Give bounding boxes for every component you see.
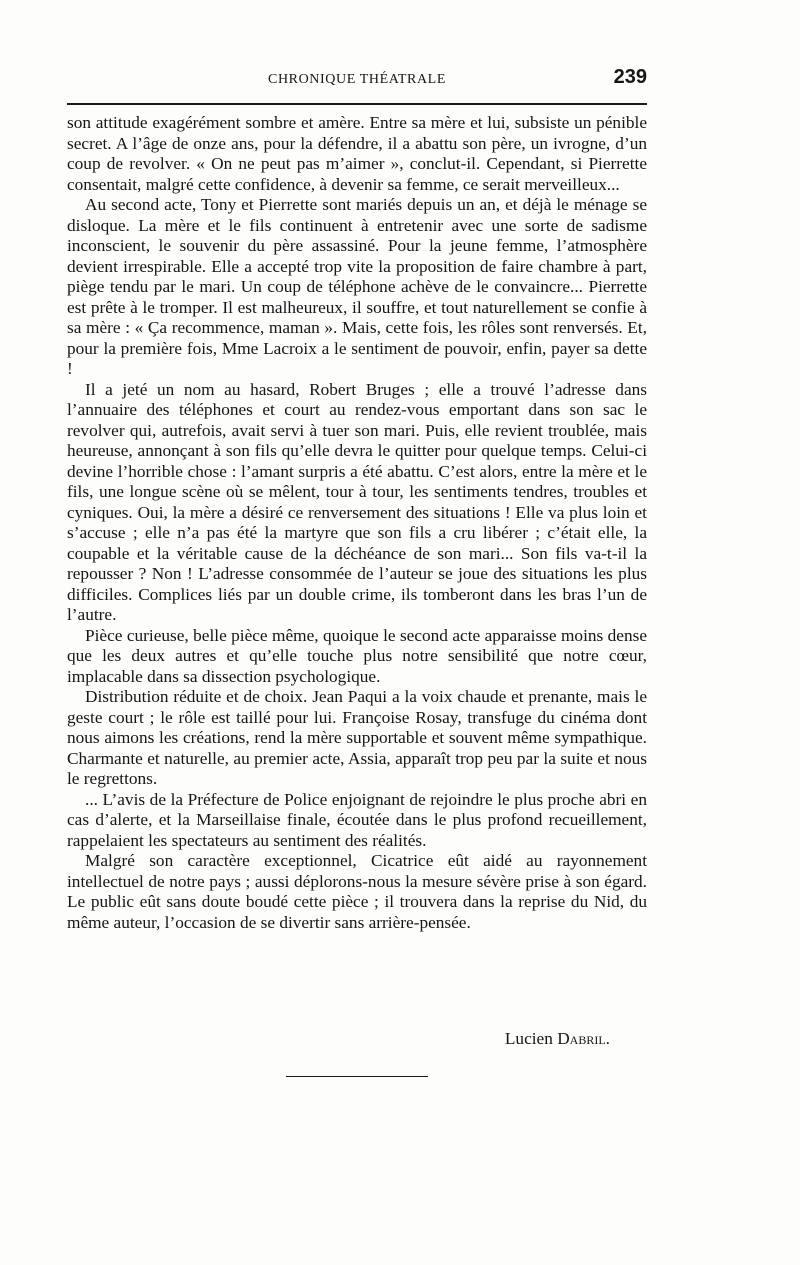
author-surname: Dabril.	[557, 1029, 610, 1048]
paragraph-7: Malgré son caractère exceptionnel, Cicatrice eût aidé au rayonnement intellectuel de notre pays ; aussi déplorons-nous la mesure sévère prise à son égard. Le public eût sans doute boudé cette pièce ; il trouvera dans la reprise du Nid, du même auteur, l’occasion de se divertir sans arrière-pensée.	[67, 851, 647, 932]
author-signature	[67, 1029, 610, 1050]
end-rule	[286, 1076, 428, 1077]
paragraph-6: ... L’avis de la Préfecture de Police enjoignant de rejoindre le plus proche abri en cas d’alerte, et la Marseillaise finale, écoutée dans le plus profond recueillement, rappelaient les spectateurs au sentiment des réalités.	[67, 789, 647, 850]
header-rule	[67, 103, 647, 105]
running-title: CHRONIQUE THÉATRALE	[268, 72, 446, 87]
page-number: 239	[613, 66, 647, 88]
running-head	[67, 66, 647, 96]
paragraph-4: Pièce curieuse, belle pièce même, quoique le second acte apparaisse moins dense que les deux autres et qu’elle touche plus notre sensibilité que notre cœur, implacable dans sa dissection psychologique.	[67, 625, 647, 686]
paragraph-3: Il a jeté un nom au hasard, Robert Bruges ; elle a trouvé l’adresse dans l’annuaire des téléphones et court au rendez-vous emportant dans son sac le revolver qui, autrefois, avait servi à tuer son mari. Puis, elle revient troublée, mais heureuse, annonçant à son fils qu’elle devra le quitter pour quelque temps. Celui-ci devine l’horrible chose : l’amant surpris a été abattu. C’est alors, entre la mère et le fils, une longue scène où se mêlent, tour à tour, les sentiments tendres, troubles et cyniques. Oui, la mère a désiré ce renversement des situations ! Elle va plus loin et s’accuse ; elle n’a pas été la martyre que son fils a cru libérer ; c’était elle, la coupable et la véritable cause de la déchéance de son mari... Son fils va-t-il la repousser ? Non ! L’adresse consommée de l’auteur se joue des situations les plus difficiles. Complices liés par un double crime, ils tomberont dans les bras l’un de l’autre.	[67, 379, 647, 624]
paragraph-2: Au second acte, Tony et Pierrette sont mariés depuis un an, et déjà le ménage se disloque. La mère et le fils continuent à entretenir avec une sorte de sadisme inconscient, le souvenir du père assassiné. Pour la jeune femme, l’atmosphère devient irrespirable. Elle a accepté trop vite la proposition de faire chambre à part, piège tendu par le mari. Un coup de téléphone achève de le convaincre... Pierrette est prête à le tromper. Il est malheureux, il souffre, et tout naturellement se confie à sa mère : « Ça recommence, maman ». Mais, cette fois, les rôles sont renversés. Et, pour la première fois, Mme Lacroix a le sentiment de pouvoir, enfin, payer sa dette !	[67, 195, 647, 378]
article-body	[67, 113, 647, 933]
author-first-name: Lucien	[504, 1029, 553, 1048]
paragraph-1: son attitude exagérément sombre et amère. Entre sa mère et lui, subsiste un pénible secret. A l’âge de onze ans, pour la défendre, il a abattu son père, un ivrogne, d’un coup de revolver. « On ne peut pas m’aimer », conclut-il. Cependant, si Pierrette consentait, malgré cette confidence, à devenir sa femme, ce serait merveilleux...	[67, 113, 647, 194]
paragraph-5: Distribution réduite et de choix. Jean Paqui a la voix chaude et prenante, mais le geste court ; le rôle est taillé pour lui. Françoise Rosay, transfuge du cinéma dont nous aimons les créations, rend la mère supportable et souvent même sympathique. Charmante et naturelle, au premier acte, Assia, apparaît trop peu par la suite et nous le regrettons.	[67, 687, 647, 788]
